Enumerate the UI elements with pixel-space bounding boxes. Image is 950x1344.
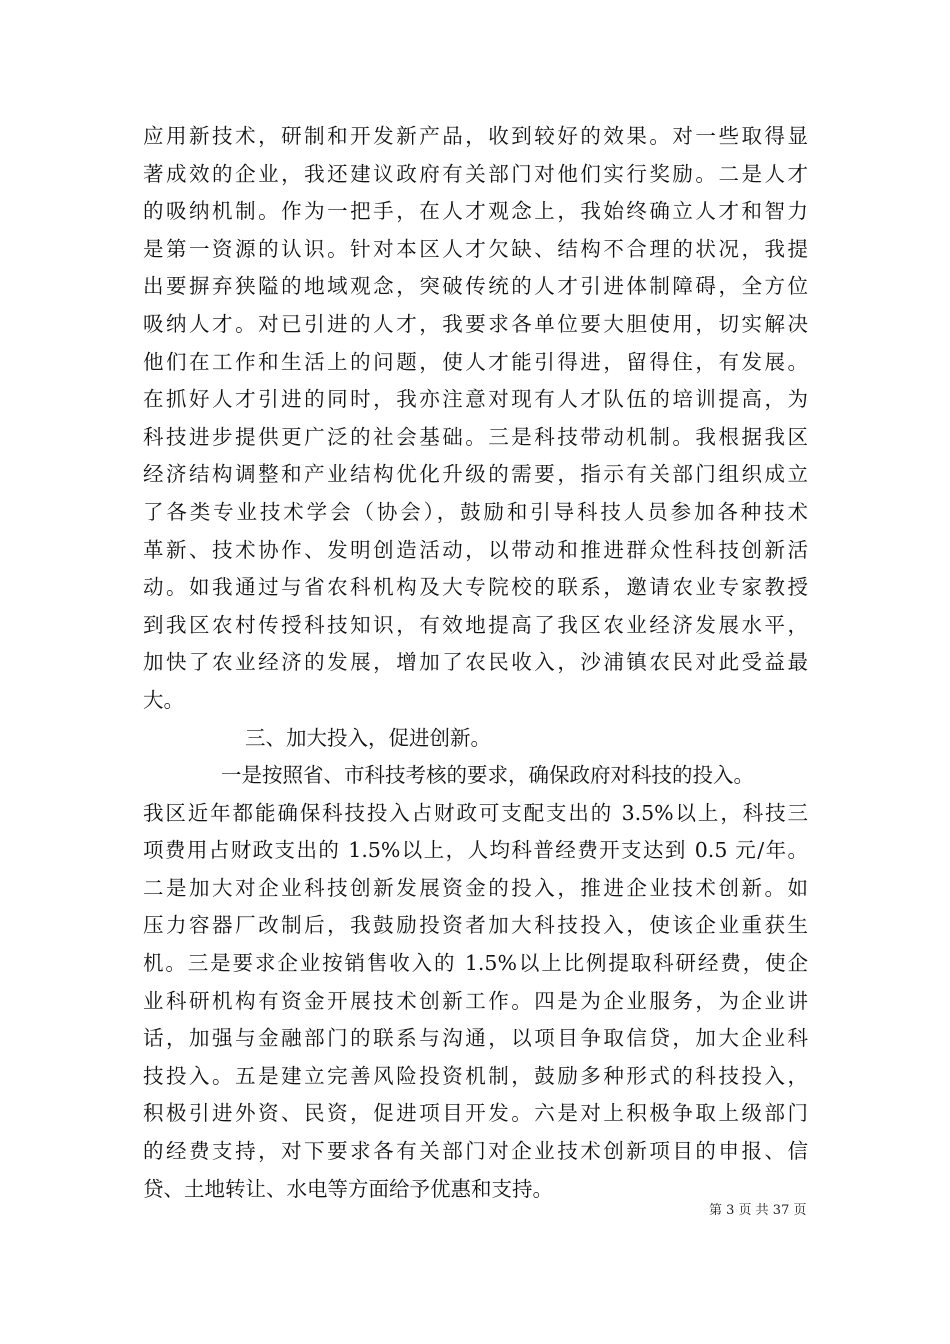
text-line: 加快了农业经济的发展，增加了农民收入，沙浦镇农民对此受益最 (143, 650, 808, 675)
text-line: 一是按照省、市科技考核的要求，确保政府对科技的投入。 (221, 763, 754, 788)
text-line: 的吸纳机制。作为一把手，在人才观念上，我始终确立人才和智力 (143, 199, 808, 224)
text-line: 出要摒弃狭隘的地域观念，突破传统的人才引进体制障碍，全方位 (143, 274, 808, 299)
text-line: 经济结构调整和产业结构优化升级的需要，指示有关部门组织成立 (143, 462, 808, 487)
text-line: 革新、技术协作、发明创造活动，以带动和推进群众性科技创新活 (143, 537, 808, 562)
text-line: 贷、土地转让、水电等方面给予优惠和支持。 (143, 1176, 553, 1201)
text-line: 吸纳人才。对已引进的人才，我要求各单位要大胆使用，切实解决 (143, 311, 808, 336)
text-line: 著成效的企业，我还建议政府有关部门对他们实行奖励。二是人才 (143, 161, 808, 186)
body-text (143, 118, 808, 1208)
text-line: 科技进步提供更广泛的社会基础。三是科技带动机制。我根据我区 (143, 424, 808, 449)
text-line: 应用新技术，研制和开发新产品，收到较好的效果。对一些取得显 (143, 124, 808, 148)
text-line: 他们在工作和生活上的问题，使人才能引得进，留得住，有发展。 (143, 349, 808, 374)
text-line: 机。三是要求企业按销售收入的 1.5%以上比例提取科研经费，使企 (143, 951, 808, 976)
text-line: 项费用占财政支出的 1.5%以上，人均科普经费开支达到 0.5 元/年。 (143, 838, 808, 863)
text-line: 的经费支持，对下要求各有关部门对企业技术创新项目的申报、信 (143, 1139, 808, 1164)
text-line: 技投入。五是建立完善风险投资机制，鼓励多种形式的科技投入， (143, 1063, 808, 1088)
text-line: 积极引进外资、民资，促进项目开发。六是对上积极争取上级部门 (143, 1101, 808, 1126)
text-line: 我区近年都能确保科技投入占财政可支配支出的 3.5%以上，科技三 (143, 800, 808, 825)
text-line: 话，加强与金融部门的联系与沟通，以项目争取信贷，加大企业科 (143, 1026, 808, 1051)
text-line: 是第一资源的认识。针对本区人才欠缺、结构不合理的状况，我提 (143, 236, 808, 261)
text-line: 了各类专业技术学会（协会），鼓励和引导科技人员参加各种技术 (143, 499, 808, 524)
page-number: 第 3 页 共 37 页 (709, 1203, 807, 1218)
text-line: 业科研机构有资金开展技术创新工作。四是为企业服务，为企业讲 (143, 988, 808, 1013)
text-line: 二是加大对企业科技创新发展资金的投入，推进企业技术创新。如 (143, 875, 808, 900)
text-line: 大。 (143, 687, 184, 712)
text-line: 压力容器厂改制后，我鼓励投资者加大科技投入，使该企业重获生 (143, 913, 808, 938)
text-line: 到我区农村传授科技知识，有效地提高了我区农业经济发展水平， (143, 612, 808, 637)
section-heading: 三、加大投入，促进创新。 (245, 725, 491, 750)
text-line: 动。如我通过与省农科机构及大专院校的联系，邀请农业专家教授 (143, 575, 808, 600)
text-line: 在抓好人才引进的同时，我亦注意对现有人才队伍的培训提高，为 (143, 387, 808, 412)
